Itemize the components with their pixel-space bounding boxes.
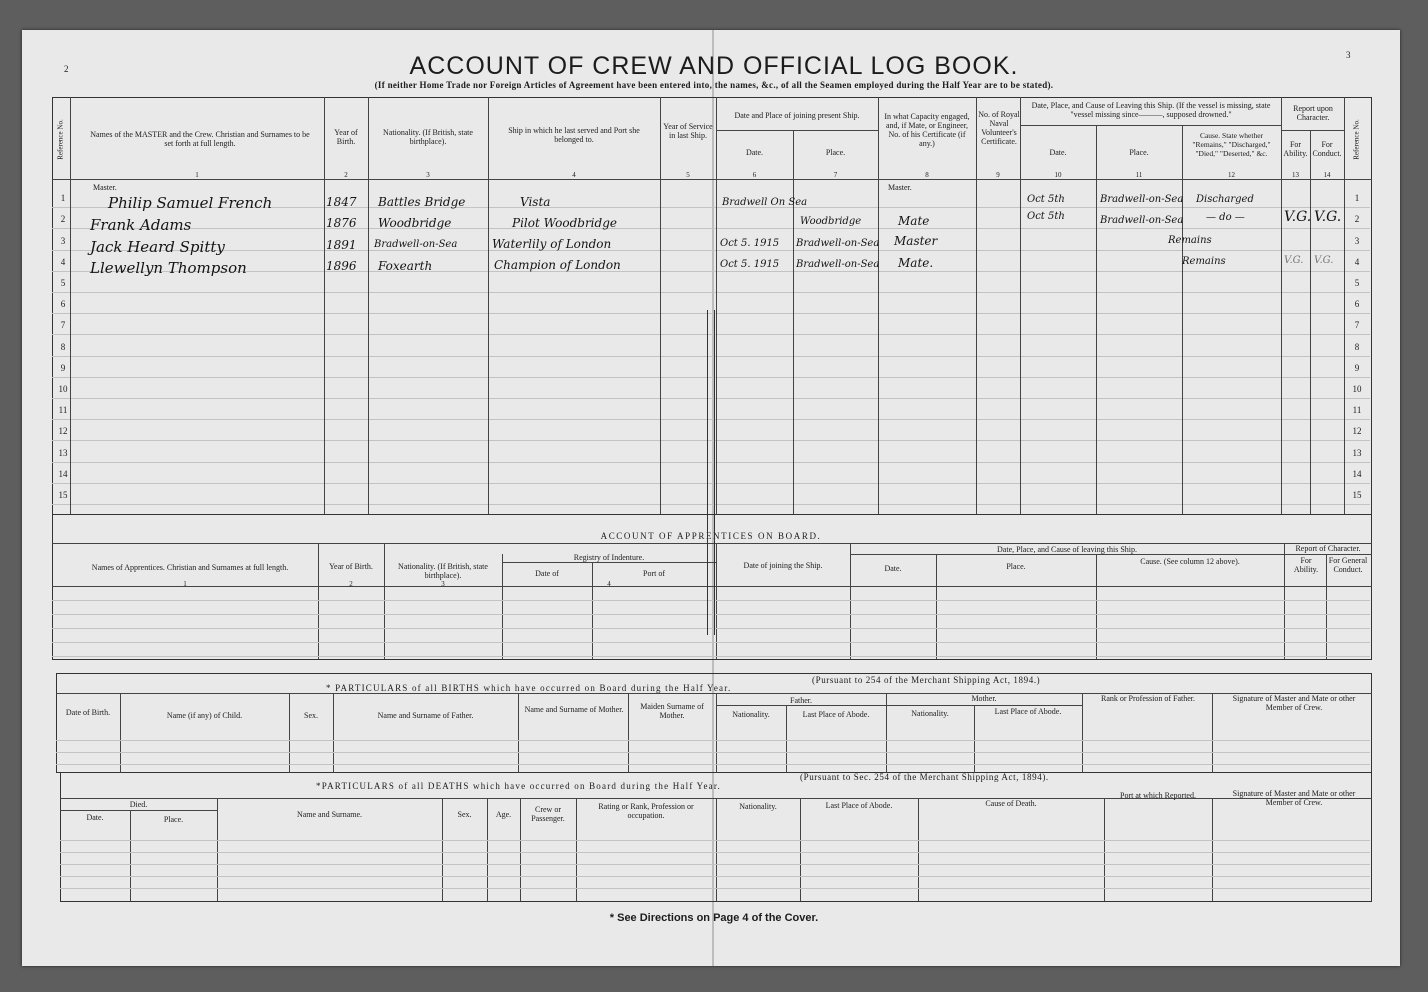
app-header-report: Report of Character. — [1295, 544, 1361, 553]
ruled-line — [60, 864, 1370, 865]
crew-join-place: Woodbridge — [800, 216, 862, 227]
ruled-line — [60, 852, 1370, 853]
ruled-line — [60, 888, 1370, 889]
header-joining: Date and Place of joining present Ship. — [734, 111, 860, 120]
crew-last-ship: Pilot Woodbridge — [512, 216, 617, 230]
row-number-right: 3 — [1354, 236, 1360, 246]
row-number-right: 2 — [1354, 214, 1360, 224]
ruled-line — [52, 642, 1370, 643]
footer-note: * See Directions on Page 4 of the Cover. — [609, 912, 819, 924]
death-header-place: Place. — [163, 815, 184, 824]
birth-header-father: Father. — [790, 696, 812, 705]
pencil-mark — [707, 310, 715, 635]
crew-join-date: Oct 5. 1915 — [720, 238, 780, 249]
crew-year: 1896 — [326, 259, 357, 273]
col-number: 6 — [752, 171, 757, 179]
col-number: 8 — [925, 171, 929, 179]
col-number: 10 — [1054, 171, 1062, 179]
crew-join-date: Bradwell On Sea — [722, 197, 808, 208]
col-number: 5 — [686, 171, 690, 179]
death-header-crew: Crew or Passenger. — [531, 805, 565, 823]
header-ability: For Ability. — [1283, 140, 1308, 158]
col-number: 9 — [996, 171, 1000, 179]
app-header-nationality: Nationality. (If British, state birthplace). — [398, 562, 488, 580]
ruled-line — [52, 228, 1370, 229]
death-header-port: Port at which Reported. — [1120, 791, 1196, 800]
crew-name: Llewellyn Thompson — [90, 259, 247, 277]
birth-header-date: Date of Birth. — [65, 708, 111, 717]
header-naval: No. of Royal Naval Volunteer's Certificate. — [978, 110, 1020, 146]
crew-leave-place: Bradwell-on-Sea — [1100, 215, 1184, 226]
row-number-left: 11 — [58, 405, 68, 415]
crew-capacity: Mate. — [898, 256, 934, 270]
header-leave-place: Place. — [1129, 148, 1149, 157]
row-number-right: 14 — [1352, 469, 1362, 479]
crew-cause: Remains — [1168, 235, 1212, 246]
crew-year: 1847 — [326, 195, 357, 209]
row-number-left: 15 — [58, 490, 68, 500]
app-header-names: Names of Apprentices. Christian and Surnames at full length. — [91, 563, 289, 572]
row-number-left: 2 — [60, 214, 66, 224]
deaths-title: *PARTICULARS of all DEATHS which have occurred on Board during the Half Year. — [316, 781, 721, 791]
col-number: 4 — [572, 171, 576, 179]
crew-leave-date: Oct 5th — [1027, 211, 1065, 222]
birth-header-mother: Mother. — [971, 694, 997, 703]
ruled-line — [56, 740, 1370, 741]
row-number-right: 4 — [1354, 257, 1360, 267]
crew-join-date: Oct 5. 1915 — [720, 259, 780, 270]
row-number-left: 5 — [60, 278, 66, 288]
crew-nationality: Woodbridge — [378, 216, 452, 230]
death-header-signature: Signature of Master and Mate or other Member of Crew. — [1232, 789, 1356, 807]
app-header-port-of: Port of — [643, 569, 665, 578]
birth-header-name: Name (if any) of Child. — [166, 711, 243, 720]
crew-last-ship: Champion of London — [494, 258, 621, 272]
birth-header-sex: Sex. — [304, 711, 318, 720]
header-ref-no: Reference No. — [56, 119, 65, 160]
ruled-line — [56, 764, 1370, 765]
page-number-left: 2 — [64, 64, 69, 74]
birth-header-mother-abode: Last Place of Abode. — [994, 707, 1062, 716]
crew-name: Frank Adams — [90, 216, 192, 234]
birth-header-mother-name: Name and Surname of Mother. — [524, 705, 624, 714]
row-number-right: 7 — [1354, 320, 1360, 330]
col-number: 13 — [1292, 171, 1299, 179]
crew-cause: Discharged — [1196, 194, 1254, 205]
header-leaving: Date, Place, and Cause of Leaving this Ship. (If the vessel is missing, state "vessel missing since———, supposed drowned." — [1031, 101, 1271, 119]
crew-leave-place: Bradwell-on-Sea — [1100, 194, 1184, 205]
row-number-left: 6 — [60, 299, 66, 309]
row-number-left: 9 — [60, 363, 66, 373]
crew-capacity: Master — [894, 234, 938, 248]
birth-header-mother-nationality: Nationality. — [911, 709, 949, 718]
col-number: 14 — [1323, 171, 1331, 179]
col-number: 11 — [1135, 171, 1143, 179]
crew-join-place: Bradwell-on-Sea — [796, 238, 880, 249]
crew-year: 1876 — [326, 216, 357, 230]
death-header-nationality: Nationality. — [739, 802, 777, 811]
header-capacity: In what Capacity engaged, and, if Mate, or Engineer, No. of his Certificate (if any.) — [884, 112, 970, 148]
crew-ability: V.G. — [1284, 209, 1312, 225]
header-year-birth: Year of Birth. — [334, 128, 358, 146]
app-header-leaving: Date, Place, and Cause of leaving this Ship. — [997, 545, 1137, 554]
ruled-line — [52, 250, 1370, 251]
row-number-left: 7 — [60, 320, 66, 330]
col-number: 12 — [1228, 171, 1235, 179]
crew-cause: Remains — [1182, 256, 1226, 267]
ruled-line — [60, 840, 1370, 841]
row-number-left: 8 — [60, 342, 66, 352]
row-number-left: 14 — [58, 469, 68, 479]
row-number-right: 8 — [1354, 342, 1360, 352]
header-ref-no-right: Reference No. — [1352, 119, 1361, 160]
app-header-joining: Date of joining the Ship. — [743, 561, 823, 570]
birth-header-father-name: Name and Surname of Father. — [377, 711, 474, 720]
app-header-year: Year of Birth. — [329, 562, 373, 571]
row-number-right: 15 — [1352, 490, 1362, 500]
birth-header-maiden: Maiden Surname of Mother. — [640, 702, 704, 720]
crew-leave-date: Oct 5th — [1027, 194, 1065, 205]
header-leave-date: Date. — [1049, 148, 1067, 157]
row-number-left: 3 — [60, 236, 66, 246]
app-header-date: Date. — [884, 564, 902, 573]
crew-nationality: Battles Bridge — [378, 195, 466, 209]
app-header-ability: For Ability. — [1293, 556, 1319, 574]
crew-conduct: V.G. — [1314, 255, 1334, 266]
death-header-name: Name and Surname. — [296, 810, 363, 819]
master-label: Master. — [93, 183, 117, 192]
death-header-cause: Cause of Death. — [985, 799, 1037, 808]
row-number-right: 9 — [1354, 363, 1360, 373]
birth-header-signature: Signature of Master and Mate or other Member of Crew. — [1232, 694, 1356, 712]
crew-nationality: Foxearth — [378, 259, 433, 273]
app-header-cause: Cause. (See column 12 above). — [1140, 557, 1240, 566]
row-number-left: 12 — [58, 426, 68, 436]
col-number: 2 — [349, 580, 353, 588]
birth-header-rank: Rank or Profession of Father. — [1101, 694, 1195, 703]
page-number-right: 3 — [1346, 50, 1351, 60]
row-number-left: 10 — [58, 384, 68, 394]
row-number-left: 1 — [60, 193, 66, 203]
col-number: 3 — [426, 171, 430, 179]
row-number-right: 6 — [1354, 299, 1360, 309]
app-header-conduct: For General Conduct. — [1328, 556, 1368, 574]
crew-conduct: V.G. — [1314, 209, 1342, 225]
app-header-registry: Registry of Indenture. — [573, 553, 645, 562]
col-number: 1 — [195, 171, 199, 179]
row-number-right: 11 — [1352, 405, 1362, 415]
row-number-left: 13 — [58, 448, 68, 458]
ruled-line — [52, 656, 1370, 657]
death-header-age: Age. — [495, 810, 512, 819]
header-nationality: Nationality. (If British, state birthplace). — [383, 128, 473, 146]
crew-name: Jack Heard Spitty — [90, 238, 225, 256]
crew-year: 1891 — [326, 238, 357, 252]
col-number: 2 — [344, 171, 348, 179]
crew-join-place: Bradwell-on-Sea — [796, 259, 880, 270]
death-header-rating: Rating or Rank, Profession or occupation. — [598, 802, 694, 820]
page-subtitle: (If neither Home Trade nor Foreign Articles of Agreement have been entered into, the names, &c., of all the Seamen employed during the Half Year are to be stated). — [374, 80, 1054, 90]
header-report: Report upon Character. — [1293, 104, 1333, 122]
ruled-line — [60, 876, 1370, 877]
row-number-right: 12 — [1352, 426, 1362, 436]
col-number: 4 — [607, 580, 611, 588]
crew-name: Philip Samuel French — [108, 194, 273, 212]
births-act: (Pursuant to 254 of the Merchant Shipping Act, 1894.) — [812, 675, 1041, 685]
col-number: 7 — [833, 171, 838, 179]
header-names: Names of the MASTER and the Crew. Christian and Surnames to be set forth at full length. — [90, 130, 310, 148]
birth-header-father-abode: Last Place of Abode. — [802, 710, 870, 719]
row-number-right: 5 — [1354, 278, 1360, 288]
death-header-died: Died. — [129, 800, 148, 809]
ruled-line — [52, 271, 1370, 272]
col-number: 3 — [441, 580, 445, 588]
death-header-abode: Last Place of Abode. — [825, 801, 893, 810]
births-title: * PARTICULARS of all BIRTHS which have occurred on Board during the Half Year. — [326, 683, 732, 693]
row-number-left: 4 — [60, 257, 66, 267]
death-header-sex: Sex. — [457, 810, 472, 819]
header-year-service: Year of Service in last Ship. — [663, 122, 713, 140]
app-header-place: Place. — [1006, 562, 1026, 571]
ruled-line — [52, 292, 1370, 293]
crew-ability: V.G. — [1284, 255, 1304, 266]
apprentices-title: ACCOUNT OF APPRENTICES ON BOARD. — [600, 531, 822, 541]
crew-cause: — do — — [1206, 212, 1245, 223]
row-number-right: 1 — [1354, 193, 1360, 203]
header-cause: Cause. State whether "Remains," "Discharged," "Died," "Deserted," &c. — [1192, 131, 1271, 158]
ruled-line — [56, 752, 1370, 753]
crew-last-ship: Vista — [520, 195, 551, 209]
page-title: ACCOUNT OF CREW AND OFFICIAL LOG BOOK. — [409, 52, 1019, 80]
capacity-master-label: Master. — [888, 183, 912, 192]
birth-header-father-nationality: Nationality. — [732, 710, 770, 719]
header-last-ship: Ship in which he last served and Port she belonged to. — [508, 126, 640, 144]
crew-last-ship: Waterlily of London — [492, 237, 612, 251]
app-header-date-of: Date of — [535, 569, 559, 578]
row-number-right: 10 — [1352, 384, 1362, 394]
row-number-right: 13 — [1352, 448, 1362, 458]
crew-nationality: Bradwell-on-Sea — [374, 239, 458, 250]
death-header-date: Date. — [86, 813, 104, 822]
header-join-place: Place. — [825, 148, 846, 157]
header-join-date: Date. — [745, 148, 764, 157]
crew-capacity: Mate — [898, 214, 930, 228]
col-number: 1 — [183, 580, 187, 588]
crew-header-divider — [52, 179, 1372, 180]
deaths-act: (Pursuant to Sec. 254 of the Merchant Shipping Act, 1894). — [800, 772, 1049, 782]
header-conduct: For Conduct. — [1312, 140, 1342, 158]
